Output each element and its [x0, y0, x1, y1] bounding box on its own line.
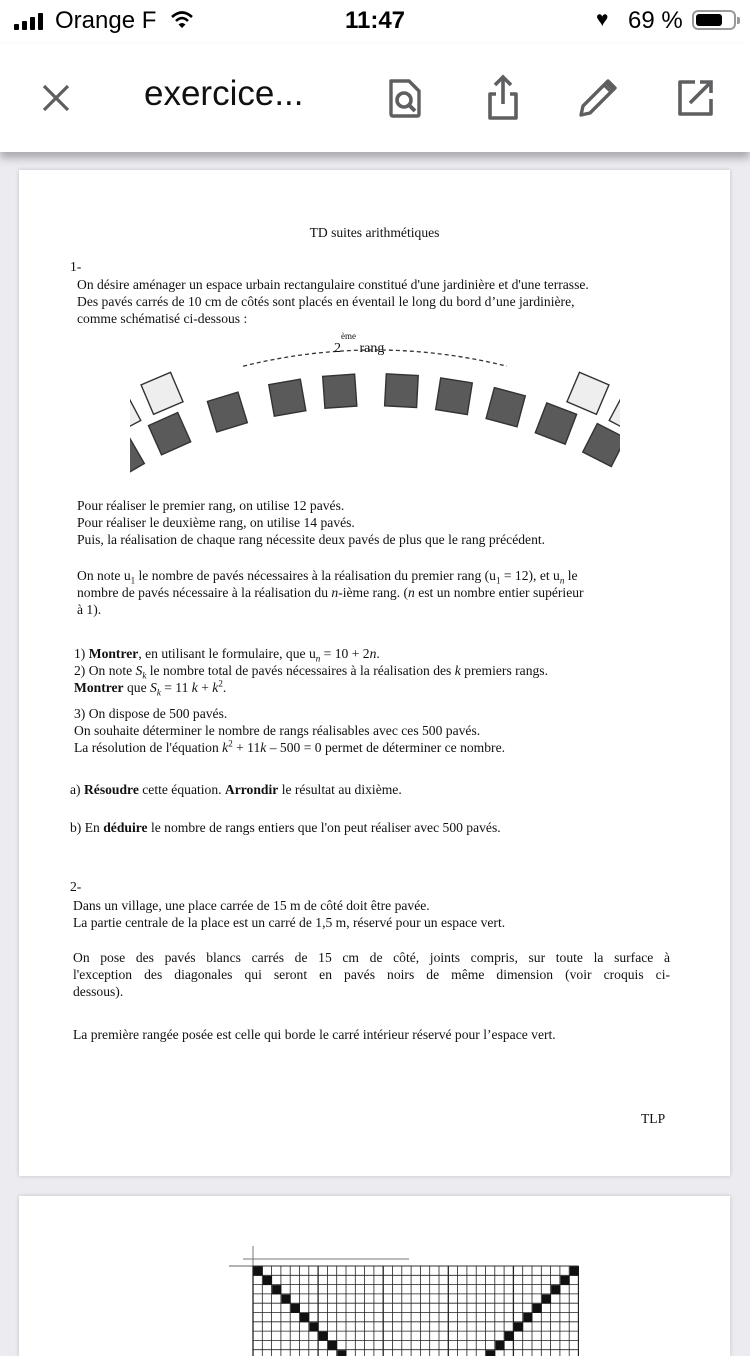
black-paver — [300, 1313, 309, 1322]
intro-line: On désire aménager un espace urbain rectangulaire constitué d'une jardinière et d'une terrasse. — [77, 277, 589, 292]
black-paver — [291, 1304, 300, 1313]
pencil-icon — [578, 78, 618, 118]
share-button[interactable] — [478, 44, 528, 152]
question-3: 3) On dispose de 500 pavés. On souhaite déterminer le nombre de rangs réalisables avec ces 500 pavés. La résolution de l'équation $k^2 + 11k - 500 = 0$ permet de déterminer ce nombre. — [74, 706, 506, 755]
dark-paver — [148, 413, 190, 455]
dark-paver — [385, 374, 419, 408]
black-paver — [486, 1350, 495, 1356]
exercise-1-intro — [77, 276, 697, 327]
exercise-2-para-3: La première rangée posée est celle qui borde le carré intérieur réservé pour l’espace vert. — [73, 1027, 556, 1042]
question-1: 1) Montrer, en utilisant le formulaire, que $u_n = 10 + 2n$. — [74, 646, 380, 664]
share-icon — [485, 74, 521, 122]
black-paver — [560, 1276, 569, 1285]
black-paver — [505, 1332, 514, 1341]
light-paver — [141, 372, 183, 414]
status-bar — [0, 0, 750, 44]
question-3b: b) En déduire le nombre de rangs entiers que l'on peut réaliser avec 500 pavés. — [70, 820, 501, 835]
carrier-name: Orange F — [55, 7, 157, 34]
document-search-icon — [387, 78, 423, 118]
black-paver — [319, 1332, 328, 1341]
figure-label-word: rang — [359, 341, 385, 356]
black-paver — [281, 1294, 290, 1303]
markup-button[interactable] — [573, 44, 623, 152]
question-2: 2) On note $S_k$ le nombre total de pavés nécessaires à la réalisation des k premiers rangs. Montrer que $S_k = 11$ $k + k^2$. — [74, 663, 548, 698]
light-paver — [567, 372, 609, 414]
intro-line: comme schématisé ci-dessous : — [77, 311, 248, 326]
rows-line: Pour réaliser le deuxième rang, on utilise 14 pavés. — [77, 515, 355, 530]
exercise-1-number: 1- — [70, 259, 82, 274]
rows-line: Pour réaliser le premier rang, on utilise 12 pavés. — [77, 498, 345, 513]
exercise-2-para-2: On pose des pavés blancs carrés de 15 cm de côté, joints compris, sur toute la surface à l'exception des diagonales qui seront en pavés noirs de même dimension (voir croquis ci- dessous). — [73, 950, 670, 999]
pdf-page-1 — [19, 170, 730, 1176]
close-icon — [41, 83, 71, 113]
black-paver — [514, 1322, 523, 1331]
paving-fan-figure — [130, 335, 620, 485]
black-paver — [570, 1267, 579, 1276]
exercise-1-notation: On note $u_1$ le nombre de pavés nécessaires à la réalisation du premier rang $(u_1 = 12)$, et $u_n$ le nombre de pavés nécessaire à la réalisation du n-ième rang. (n est un nombre entier supérieur à 1). — [77, 568, 584, 617]
document-title-text: TD suites arithmétiques — [309, 225, 440, 240]
black-paver — [337, 1350, 346, 1356]
figure-label-sup: ème — [341, 331, 356, 342]
black-paver — [272, 1285, 281, 1294]
heart-icon: ♥ — [596, 8, 609, 31]
paving-grid-figure — [209, 1246, 579, 1356]
dark-paver — [535, 403, 576, 444]
rows-line: Puis, la réalisation de chaque rang nécessite deux pavés de plus que le rang précédent. — [77, 532, 546, 547]
black-paver — [523, 1313, 532, 1322]
black-paver — [263, 1276, 272, 1285]
viewer-toolbar — [0, 44, 750, 152]
dark-paver — [269, 379, 306, 416]
pdf-page-2 — [19, 1196, 730, 1356]
black-paver — [495, 1341, 504, 1350]
dark-paver — [583, 424, 620, 467]
exercise-1-rows — [77, 497, 697, 548]
clock: 11:47 — [344, 7, 406, 34]
document-title: exercice... — [144, 74, 304, 113]
intro-line: Des pavés carrés de 10 cm de côtés sont placés en éventail le long du bord d’une jardinière, — [77, 294, 575, 309]
light-paver — [130, 392, 141, 435]
figure-label — [334, 331, 385, 357]
exercise-2-para-1: Dans un village, une place carrée de 15 m de côté doit être pavée. La partie centrale de la place est un carré de 1,5 m, réservé pour un espace vert. — [73, 898, 506, 930]
black-paver — [542, 1294, 551, 1303]
dark-paver — [207, 392, 247, 432]
dark-paver — [130, 436, 144, 480]
question-3a: a) Résoudre cette équation. Arrondir le résultat au dixième. — [70, 782, 402, 797]
figure-label-num: 2 — [334, 341, 341, 356]
open-external-icon — [675, 78, 715, 118]
open-external-button[interactable] — [670, 44, 720, 152]
black-paver — [328, 1341, 337, 1350]
close-button[interactable] — [30, 44, 82, 152]
dark-paver — [323, 374, 357, 408]
battery-percent: 69 % — [628, 7, 683, 34]
black-paver — [533, 1304, 542, 1313]
battery-icon — [692, 10, 736, 30]
dark-paver — [486, 388, 525, 427]
page-footer: TLP — [641, 1111, 666, 1126]
black-paver — [254, 1267, 263, 1276]
exercise-2-number: 2- — [70, 879, 82, 894]
black-paver — [309, 1322, 318, 1331]
black-paver — [551, 1285, 560, 1294]
search-document-button[interactable] — [380, 44, 430, 152]
dark-paver — [436, 378, 473, 415]
light-paver — [609, 392, 620, 435]
